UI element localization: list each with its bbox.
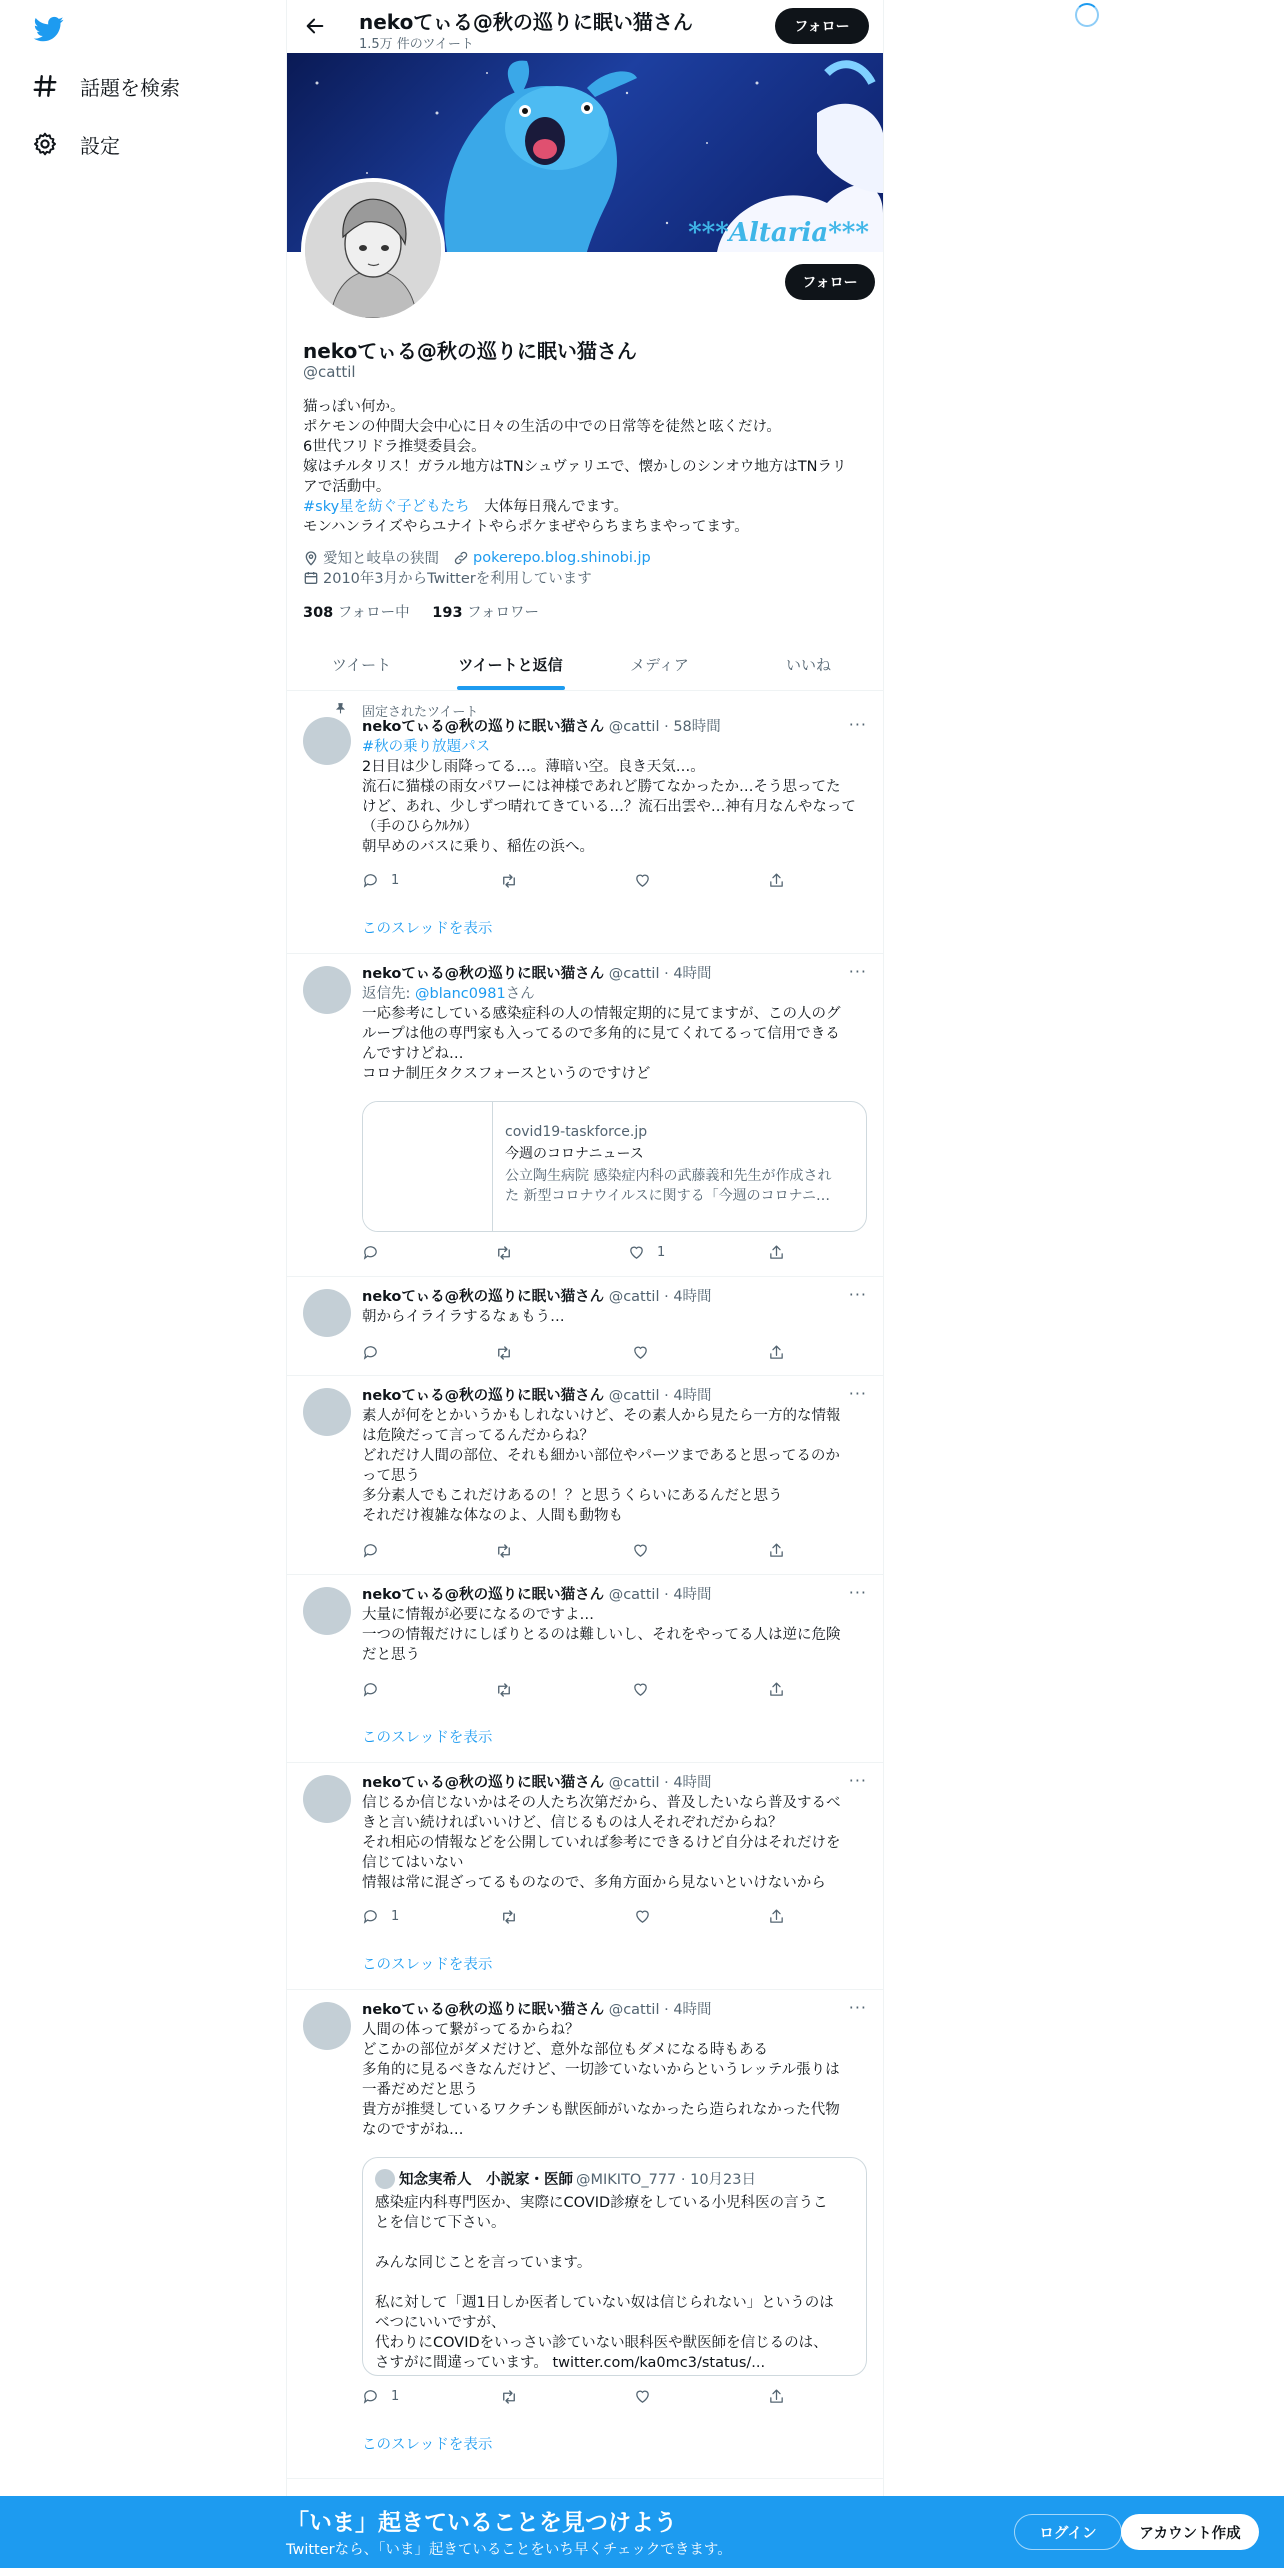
- bio-line: アで活動中。: [303, 479, 391, 495]
- tweet-line: 信じるか信じないかはその人たち次第だから、普及したいなら普及するべ: [362, 1795, 841, 1811]
- nav-settings[interactable]: [30, 124, 120, 164]
- tweet-header: [362, 1386, 867, 1406]
- retweet-icon: [495, 1542, 513, 1560]
- quoted-line: とを信じて下さい。: [375, 2215, 506, 2231]
- tweet-item[interactable]: [287, 1763, 883, 1990]
- quoted-header: [375, 2168, 756, 2189]
- retweet-button[interactable]: [495, 1344, 513, 1362]
- tweet-avatar[interactable]: [303, 1587, 351, 1635]
- tweet-line: 一応参考にしている感染症科の人の情報定期的に見てますが、この人のグ: [362, 1006, 841, 1022]
- share-icon: [768, 1681, 785, 1698]
- header-tweet-count: 1.5万 件のツイート: [359, 37, 474, 52]
- more-options-icon[interactable]: ···: [848, 962, 867, 981]
- quoted-line: べつにいいですが、: [375, 2315, 506, 2331]
- tweet-line: 流石に猫様の雨女パワーには神様であれど勝てなかったか…そう思ってた: [362, 779, 841, 795]
- tweet-body: [362, 964, 867, 1084]
- heart-icon: [634, 2388, 651, 2405]
- profile-header-bar: [287, 0, 883, 53]
- reply-button[interactable]: [362, 1244, 379, 1261]
- tweet-author-handle[interactable]: @cattil · 58時間: [608, 719, 721, 735]
- bio-line: 猫っぽい何か。: [303, 399, 405, 415]
- tweet-line: 朝からイライラするなぁもう…: [362, 1309, 565, 1325]
- signup-banner-title: 「いま」起きていることを見つけよう: [286, 2510, 677, 2536]
- share-button[interactable]: [768, 1681, 785, 1698]
- profile-follow-button[interactable]: フォロー: [785, 264, 875, 300]
- login-button[interactable]: ログイン: [1014, 2514, 1122, 2550]
- tweet-avatar[interactable]: [303, 966, 351, 1014]
- tweet-author-handle[interactable]: @cattil · 4時間: [608, 1587, 712, 1603]
- quoted-line: [375, 2273, 860, 2293]
- like-button[interactable]: [632, 1344, 649, 1361]
- tweet-text: [362, 1605, 867, 1665]
- tweet-author-handle[interactable]: @cattil · 4時間: [608, 2002, 712, 2018]
- heart-icon: [632, 1344, 649, 1361]
- quoted-author-handle: @MIKITO_777 · 10月23日: [576, 2172, 756, 2188]
- loading-spinner-icon: [1075, 3, 1099, 27]
- tweet-line: んですけどね…: [362, 1046, 464, 1062]
- tweet-line: きと言い続ければいいけど、信じるものは人それぞれだからね？: [362, 1815, 783, 1831]
- quoted-line: 私に対して「週1日しか医者していない奴は信じられない」というのは: [375, 2295, 834, 2311]
- tweet-item[interactable]: [287, 1376, 883, 1575]
- tweet-line: 信じてはいない: [362, 1855, 464, 1871]
- tab-media[interactable]: メディア: [630, 655, 689, 674]
- quoted-line: 感染症内科専門医か、実際にCOVID診療をしている小児科医の言うこ: [375, 2195, 828, 2211]
- like-button[interactable]: [628, 1244, 665, 1261]
- like-count: 1: [657, 1245, 666, 1260]
- share-button[interactable]: [768, 1344, 785, 1361]
- tweet-item[interactable]: [287, 1575, 883, 1763]
- tweet-body: [362, 1287, 867, 1327]
- tweet-body: [362, 1585, 867, 1665]
- more-options-icon[interactable]: ···: [848, 715, 867, 734]
- heart-icon: [628, 1244, 645, 1261]
- tweet-actions: [362, 1244, 792, 1264]
- tweet-line: 人間の体って繋がってるからね？: [362, 2022, 580, 2038]
- reply-icon: [362, 2388, 379, 2405]
- card-text: [505, 1122, 855, 1206]
- retweet-button[interactable]: [500, 872, 518, 890]
- profile-bio: [303, 397, 869, 537]
- pin-icon: [331, 702, 347, 719]
- profile-avatar[interactable]: [301, 178, 445, 322]
- tweet-author-name[interactable]: nekoてぃる@秋の巡りに眠い猫さん: [362, 966, 605, 982]
- quoted-tweet[interactable]: [362, 2157, 867, 2376]
- tweet-avatar[interactable]: [303, 1388, 351, 1436]
- following-count: 308: [303, 605, 334, 621]
- bio-line: 嫁はチルタリス！ガラル地方はTNシュヴァリエで、懐かしのシンオウ地方はTNラリ: [303, 459, 847, 475]
- share-icon: [768, 872, 785, 889]
- tweet-text: [362, 1793, 867, 1893]
- link-preview-card[interactable]: [362, 1101, 867, 1232]
- tweet-author-name[interactable]: nekoてぃる@秋の巡りに眠い猫さん: [362, 1775, 605, 1791]
- tweet-header: [362, 1773, 867, 1793]
- reply-count: 1: [391, 2389, 400, 2404]
- bio-line: [303, 497, 869, 517]
- tweet-line: ループは他の専門家も入ってるので多角的に見てくれてるって信用できる: [362, 1026, 840, 1042]
- tweet-avatar[interactable]: [303, 717, 351, 765]
- reply-button[interactable]: [362, 872, 399, 889]
- tweet-line: 2日目は少し雨降ってる…。薄暗い空。良き天気…。: [362, 759, 705, 775]
- tweet-author-handle[interactable]: @cattil · 4時間: [608, 966, 712, 982]
- profile-tabs: [287, 638, 883, 691]
- share-icon: [768, 1344, 785, 1361]
- like-button[interactable]: [632, 1681, 649, 1698]
- profile-handle: @cattil: [303, 363, 356, 381]
- heart-icon: [634, 872, 651, 889]
- retweet-button[interactable]: [495, 1681, 513, 1699]
- like-button[interactable]: [634, 1908, 651, 1925]
- tweet-author-name[interactable]: nekoてぃる@秋の巡りに眠い猫さん: [362, 1388, 605, 1404]
- joined-text: 2010年3月からTwitterを利用しています: [323, 571, 592, 587]
- tweet-item[interactable]: [287, 1277, 883, 1376]
- tweet-line: 素人が何をとかいうかもしれないけど、その素人から見たら一方的な情報: [362, 1408, 841, 1424]
- nav-explore[interactable]: [30, 66, 180, 106]
- tweet-actions: [362, 872, 792, 892]
- tweet-author-handle[interactable]: @cattil · 4時間: [608, 1289, 712, 1305]
- profile-meta-row: [303, 547, 665, 568]
- signup-banner-subtitle: Twitterなら、「いま」起きていることをいち早くチェックできます。: [286, 2542, 732, 2558]
- tweet-line: 一番だめだと思う: [362, 2082, 478, 2098]
- share-icon: [768, 2388, 785, 2405]
- retweet-button[interactable]: [495, 1542, 513, 1560]
- retweet-icon: [495, 1244, 513, 1262]
- tweet-actions: [362, 1542, 792, 1562]
- tweet-line: （手のひらｸﾙｸﾙ）: [362, 819, 478, 835]
- bio-line: 6世代フリドラ推奨委員会。: [303, 439, 486, 455]
- tweet-line: 情報は常に混ざってるものなので、多角方面から見ないといけないから: [362, 1875, 826, 1891]
- tweet-text: [362, 984, 867, 1084]
- followers-count: 193: [432, 605, 463, 621]
- retweet-button[interactable]: [500, 2388, 518, 2406]
- tweet-body: [362, 2000, 867, 2140]
- heart-icon: [632, 1681, 649, 1698]
- like-button[interactable]: [632, 1542, 649, 1559]
- tweet-text: [362, 1406, 867, 1526]
- like-button[interactable]: [634, 872, 651, 889]
- reply-context: [362, 984, 867, 1004]
- share-button[interactable]: [768, 1908, 785, 1925]
- share-icon: [768, 1908, 785, 1925]
- reply-prefix: 返信先:: [362, 986, 415, 1002]
- reply-button[interactable]: [362, 1908, 399, 1925]
- retweet-icon: [500, 872, 518, 890]
- bio-line: ポケモンの仲間大会中心に日々の生活の中での日常等を徒然と呟くだけ。: [303, 419, 781, 435]
- quoted-line: [375, 2233, 860, 2253]
- tweet-author-name[interactable]: nekoてぃる@秋の巡りに眠い猫さん: [362, 2002, 605, 2018]
- reply-button[interactable]: [362, 1542, 379, 1559]
- retweet-icon: [500, 1908, 518, 1926]
- tweet-author-handle[interactable]: @cattil · 4時間: [608, 1388, 712, 1404]
- tweet-line: けど、あれ、少しずつ晴れてきている…？流石出雲や…神有月なんやなって: [362, 799, 856, 815]
- tweet-author-name[interactable]: nekoてぃる@秋の巡りに眠い猫さん: [362, 1289, 605, 1305]
- show-thread-link[interactable]: このスレッドを表示: [362, 921, 493, 937]
- retweet-button[interactable]: [495, 1244, 513, 1262]
- profile-display-name: nekoてぃる@秋の巡りに眠い猫さん: [303, 339, 637, 363]
- tweet-text: [362, 2020, 867, 2140]
- tweet-body: [362, 717, 867, 857]
- joined-item: [303, 567, 592, 588]
- tweet-author-name[interactable]: nekoてぃる@秋の巡りに眠い猫さん: [362, 1587, 605, 1603]
- tweet-header: [362, 964, 867, 984]
- reply-button[interactable]: [362, 1344, 379, 1361]
- share-button[interactable]: [768, 1244, 785, 1261]
- reply-count: 1: [391, 1909, 400, 1924]
- share-button[interactable]: [768, 872, 785, 889]
- tweet-avatar[interactable]: [303, 1775, 351, 1823]
- quoted-avatar: [375, 2169, 395, 2189]
- tweet-line: は危険だって言ってるんだからね？: [362, 1428, 594, 1444]
- heart-icon: [634, 1908, 651, 1925]
- share-button[interactable]: [768, 1542, 785, 1559]
- tweet-header: [362, 1287, 867, 1307]
- tweet-line: 貴方が推奨しているワクチンも獣医師がいなかったら造られなかった代物: [362, 2102, 840, 2118]
- tweet-line: コロナ制圧タクスフォースというのですけど: [362, 1066, 651, 1082]
- retweet-button[interactable]: [500, 1908, 518, 1926]
- following-stat[interactable]: [303, 605, 410, 621]
- profile-joined-row: [303, 567, 606, 588]
- card-thumbnail: [363, 1102, 493, 1231]
- card-description: た 新型コロナウイルスに関する「今週のコロナニ…: [505, 1188, 831, 1204]
- location-pin-icon: [303, 550, 319, 566]
- more-options-icon[interactable]: ···: [848, 1998, 867, 2017]
- tweet-header: [362, 717, 867, 737]
- tweet-line: 朝早めのバスに乗り、稲佐の浜へ。: [362, 839, 594, 855]
- heart-icon: [632, 1542, 649, 1559]
- tweet-actions: [362, 1908, 792, 1928]
- location-item: [303, 547, 439, 568]
- reply-icon: [362, 1681, 379, 1698]
- tweet-line: 大量に情報が必要になるのですよ…: [362, 1607, 594, 1623]
- reply-to-link[interactable]: @blanc0981: [415, 986, 506, 1002]
- tweet-line: それ相応の情報などを公開していれば参考にできるけど自分はそれだけを: [362, 1835, 841, 1851]
- tweet-avatar[interactable]: [303, 1289, 351, 1337]
- card-description: 公立陶生病院 感染症内科の武藤義和先生が作成され: [505, 1168, 832, 1184]
- tweet-text: [362, 1307, 867, 1327]
- profile-column: [286, 0, 884, 2568]
- tab-likes[interactable]: いいね: [785, 655, 831, 674]
- bio-hashtag-link[interactable]: #sky星を紡ぐ子どもたち: [303, 499, 470, 515]
- quoted-line: さすがに間違っています。 twitter.com/ka0mc3/status/...: [375, 2355, 766, 2371]
- reply-icon: [362, 1908, 379, 1925]
- website-link[interactable]: pokerepo.blog.shinobi.jp: [473, 549, 651, 566]
- tweet-avatar[interactable]: [303, 2002, 351, 2050]
- retweet-icon: [495, 1344, 513, 1362]
- card-title: 今週のコロナニュース: [505, 1146, 644, 1162]
- signup-button[interactable]: アカウント作成: [1121, 2514, 1259, 2550]
- tab-tweets-and-replies[interactable]: ツイートと返信: [436, 638, 585, 690]
- reply-button[interactable]: [362, 1681, 379, 1698]
- website-item: [453, 550, 651, 566]
- tweet-line: どれだけ人間の部位、それも細かい部位やパーツまであると思ってるのか: [362, 1448, 840, 1464]
- twitter-logo-icon[interactable]: [32, 14, 66, 44]
- calendar-icon: [303, 570, 319, 586]
- signup-banner: [0, 2496, 1284, 2568]
- tweet-header: [362, 2000, 867, 2020]
- hashtag-icon: [30, 71, 60, 101]
- tweet-line: 多角的に見るべきなんだけど、一切診ていないからというレッテル張りは: [362, 2062, 840, 2078]
- location-text: 愛知と岐阜の狭間: [323, 551, 439, 567]
- followers-stat[interactable]: [432, 605, 539, 621]
- following-label: フォロー中: [337, 605, 410, 621]
- retweet-icon: [495, 1681, 513, 1699]
- reply-icon: [362, 872, 379, 889]
- tweet-actions: [362, 1344, 792, 1364]
- nav-settings-label: 設定: [80, 133, 120, 158]
- gear-icon: [30, 129, 60, 159]
- quoted-author-name: 知念実希人 小説家・医師: [399, 2172, 573, 2188]
- avatar-artwork: [305, 182, 441, 318]
- bio-line-rest: 大体毎日飛んでます。: [469, 499, 629, 515]
- tweet-text: [362, 737, 867, 857]
- tweet-body: [362, 1386, 867, 1526]
- link-icon: [453, 550, 469, 566]
- followers-label: フォロワー: [467, 605, 539, 621]
- tweet-author-handle[interactable]: @cattil · 4時間: [608, 1775, 712, 1791]
- nav-explore-label: 話題を検索: [80, 75, 180, 100]
- share-icon: [768, 1244, 785, 1261]
- more-options-icon[interactable]: ···: [848, 1384, 867, 1403]
- tab-tweets[interactable]: ツイート: [331, 655, 392, 674]
- tweet-line: なのですがね…: [362, 2122, 464, 2138]
- tweet-line: って思う: [362, 1468, 420, 1484]
- reply-button[interactable]: [362, 2388, 399, 2405]
- tweet-body: [362, 1773, 867, 1893]
- more-options-icon[interactable]: ···: [848, 1285, 867, 1304]
- reply-icon: [362, 1244, 379, 1261]
- tweet-item[interactable]: [287, 954, 883, 1277]
- tweet-line: どこかの部位がダメだけど、意外な部位もダメになる時もある: [362, 2042, 768, 2058]
- retweet-icon: [500, 2388, 518, 2406]
- quoted-line: 代わりにCOVIDをいっさい診ていない眼科医や獣医師を信じるのは、: [375, 2335, 828, 2351]
- card-domain: covid19-taskforce.jp: [505, 1124, 648, 1140]
- show-thread-link[interactable]: このスレッドを表示: [362, 1957, 493, 1973]
- tweet-author-name[interactable]: nekoてぃる@秋の巡りに眠い猫さん: [362, 719, 605, 735]
- share-icon: [768, 1542, 785, 1559]
- bio-line: モンハンライズやらユナイトやらポケまぜやらちまちまやってます。: [303, 519, 749, 535]
- tweet-line: 多分素人でもこれだけあるの！？と思うくらいにあるんだと思う: [362, 1488, 783, 1504]
- show-thread-link[interactable]: このスレッドを表示: [362, 1730, 493, 1746]
- reply-suffix: さん: [505, 986, 535, 1002]
- reply-count: 1: [391, 873, 400, 888]
- tweet-item[interactable]: [287, 1990, 883, 2479]
- header-follow-button[interactable]: フォロー: [775, 8, 869, 44]
- tweet-actions: [362, 1681, 792, 1701]
- tweet-line: 一つの情報だけにしぼりとるのは難しいし、それをやってる人は逆に危険: [362, 1627, 841, 1643]
- like-button[interactable]: [634, 2388, 651, 2405]
- tweet-item[interactable]: [287, 691, 883, 954]
- share-button[interactable]: [768, 2388, 785, 2405]
- back-arrow-icon[interactable]: [301, 12, 329, 40]
- tweet-hashtag-link[interactable]: #秋の乗り放題パス: [362, 739, 491, 755]
- more-options-icon[interactable]: ···: [848, 1771, 867, 1790]
- tweet-actions: [362, 2388, 792, 2408]
- show-thread-link[interactable]: このスレッドを表示: [362, 2437, 493, 2453]
- banner-watermark: ***Altaria***: [688, 218, 869, 248]
- follow-stats: [303, 601, 539, 622]
- tweet-line: だと思う: [362, 1647, 420, 1663]
- tweet-line: それだけ複雑な体なのよ、人間も動物も: [362, 1508, 623, 1524]
- pinned-label: 固定されたツイート: [362, 705, 479, 720]
- more-options-icon[interactable]: ···: [848, 1583, 867, 1602]
- reply-icon: [362, 1542, 379, 1559]
- reply-icon: [362, 1344, 379, 1361]
- quoted-line: みんな同じことを言っています。: [375, 2255, 592, 2271]
- quoted-text: [375, 2193, 860, 2373]
- header-display-name: nekoてぃる@秋の巡りに眠い猫さん: [359, 10, 693, 34]
- tweet-header: [362, 1585, 867, 1605]
